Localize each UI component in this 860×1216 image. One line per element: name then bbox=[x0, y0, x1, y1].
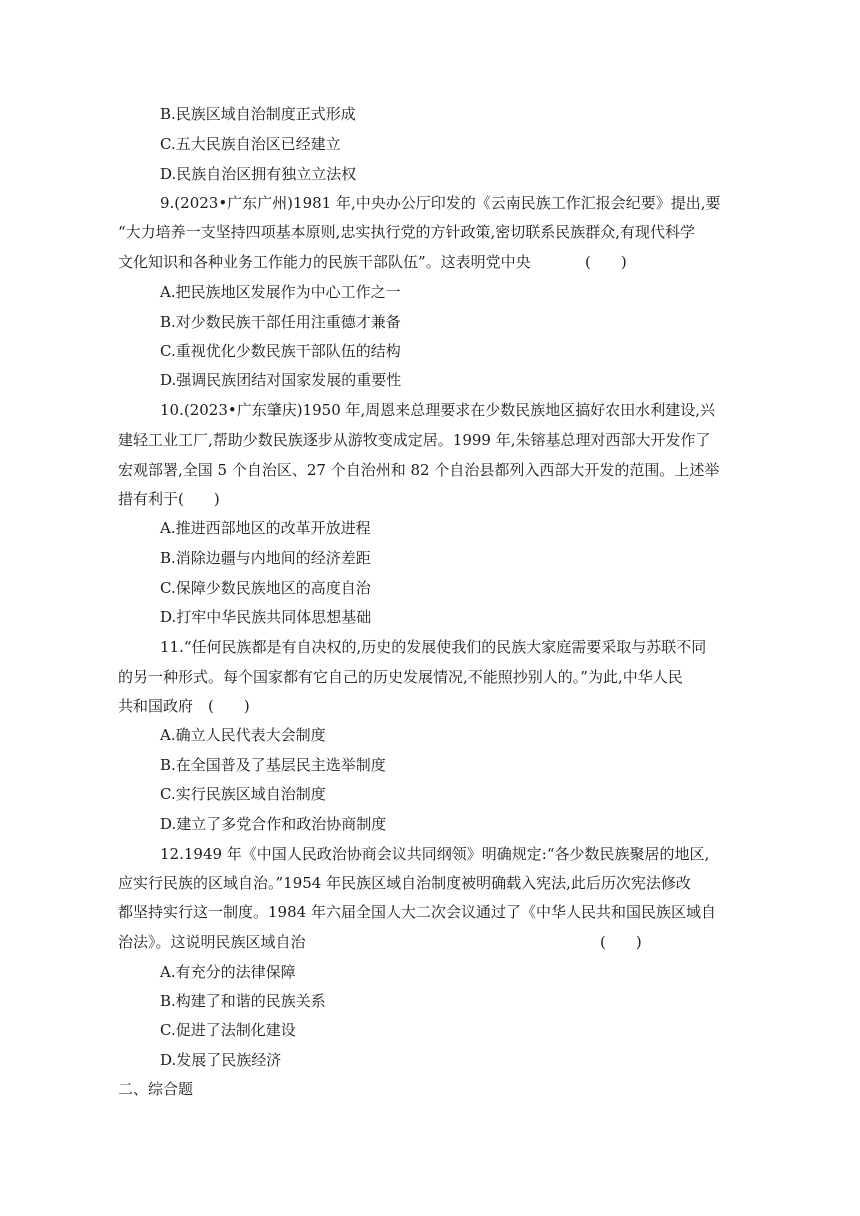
q12-stem-line-2: 应实行民族的区域自治。”1954 年民族区域自治制度被明确载入宪法,此后历次宪法修改 bbox=[118, 874, 691, 892]
q10-stem-line-3: 宏观部署,全国 5 个自治区、27 个自治州和 82 个自治县都列入西部大开发的范围。上述举 bbox=[118, 461, 720, 479]
q12-stem-line-3: 都坚持实行这一制度。1984 年六届全国人大二次会议通过了《中华人民共和国民族区域自 bbox=[118, 903, 716, 921]
q9-option-b: B.对少数民族干部任用注重德才兼备 bbox=[160, 313, 401, 331]
q12-stem-line-1: 12.1949 年《中国人民政治协商会议共同纲领》明确规定:“各少数民族聚居的地区, bbox=[160, 845, 710, 863]
q10-stem-line-1: 10.(2023•广东肇庆)1950 年,周恩来总理要求在少数民族地区搞好农田水利建设,兴 bbox=[160, 401, 716, 419]
q11-option-b: B.在全国普及了基层民主选举制度 bbox=[160, 756, 386, 774]
section-heading: 二、综合题 bbox=[118, 1080, 194, 1098]
q11-option-c: C.实行民族区域自治制度 bbox=[160, 785, 326, 803]
q9-stem-line-2: “大力培养一支坚持四项基本原则,忠实执行党的方针政策,密切联系民族群众,有现代科学 bbox=[118, 223, 695, 241]
q12-stem-line-4: 治法》。这说明民族区域自治 bbox=[118, 933, 306, 951]
q8-option-d: D.民族自治区拥有独立立法权 bbox=[160, 165, 357, 183]
q10-option-c: C.保障少数民族地区的高度自治 bbox=[160, 579, 371, 597]
q9-option-a: A.把民族地区发展作为中心工作之一 bbox=[160, 283, 401, 301]
q10-stem-line-2: 建轻工业工厂,帮助少数民族逐步从游牧变成定居。1999 年,朱镕基总理对西部大开发作了 bbox=[118, 431, 711, 449]
q11-stem-line-1: 11.“任何民族都是有自决权的,历史的发展使我们的民族大家庭需要采取与苏联不同 bbox=[160, 638, 707, 656]
q12-option-c: C.促进了法制化建设 bbox=[160, 1021, 296, 1039]
q11-option-a: A.确立人民代表大会制度 bbox=[160, 726, 326, 744]
q12-answer-paren: ( ) bbox=[600, 933, 642, 951]
q8-option-b: B.民族区域自治制度正式形成 bbox=[160, 105, 356, 123]
q10-option-a: A.推进西部地区的改革开放进程 bbox=[160, 519, 371, 537]
q11-stem-line-3: 共和国政府 ( ) bbox=[118, 697, 250, 715]
q12-option-d: D.发展了民族经济 bbox=[160, 1051, 282, 1069]
q9-answer-paren: ( ) bbox=[585, 253, 627, 271]
q10-option-b: B.消除边疆与内地间的经济差距 bbox=[160, 549, 371, 567]
q8-option-c: C.五大民族自治区已经建立 bbox=[160, 135, 341, 153]
q9-option-d: D.强调民族团结对国家发展的重要性 bbox=[160, 371, 402, 389]
q10-stem-line-4: 措有利于( ) bbox=[118, 490, 220, 508]
q11-stem-line-2: 的另一种形式。每个国家都有它自己的历史发展情况,不能照抄别人的。”为此,中华人民 bbox=[118, 668, 683, 686]
q11-option-d: D.建立了多党合作和政治协商制度 bbox=[160, 815, 387, 833]
q12-option-b: B.构建了和谐的民族关系 bbox=[160, 992, 326, 1010]
q9-option-c: C.重视优化少数民族干部队伍的结构 bbox=[160, 342, 401, 360]
q12-option-a: A.有充分的法律保障 bbox=[160, 963, 296, 981]
q9-stem-line-1: 9.(2023•广东广州)1981 年,中央办公厅印发的《云南民族工作汇报会纪要》提出,要 bbox=[160, 194, 721, 212]
q9-stem-line-3: 文化知识和各种业务工作能力的民族干部队伍”。这表明党中央 bbox=[118, 253, 531, 271]
q10-option-d: D.打牢中华民族共同体思想基础 bbox=[160, 608, 372, 626]
